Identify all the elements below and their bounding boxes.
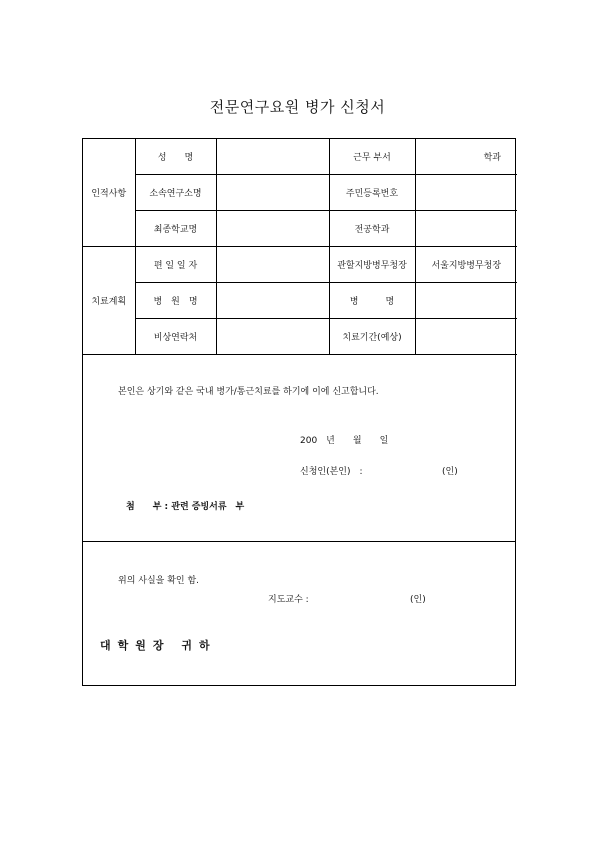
school-field[interactable]	[216, 211, 329, 247]
table-row	[83, 211, 517, 247]
transfer-date-label: 편 일 일 자	[135, 247, 216, 283]
table-row	[83, 175, 517, 211]
name-label: 성 명	[135, 139, 216, 175]
table-row	[83, 319, 517, 355]
major-label: 전공학과	[329, 211, 415, 247]
emergency-contact-field[interactable]	[216, 319, 329, 355]
personal-info-group-label: 인적사항	[83, 139, 135, 247]
advisor-seal: (인)	[410, 595, 426, 605]
info-table	[83, 139, 517, 355]
date-day[interactable]: 일	[379, 436, 389, 446]
page-title: 전문연구요원 병가 신청서	[209, 98, 386, 116]
table-row	[83, 139, 517, 175]
treatment-period-label: 치료기간(예상)	[329, 319, 415, 355]
resident-number-label: 주민등록번호	[329, 175, 415, 211]
name-field[interactable]	[216, 139, 329, 175]
transfer-date-field[interactable]	[216, 247, 329, 283]
declaration-text: 본인은 상기와 같은 국내 병가/통근치료를 하기에 이에 신고합니다.	[118, 387, 379, 397]
advisor-label: 지도교수 :	[268, 595, 309, 605]
recipient-line: 대학원장 귀하	[100, 639, 217, 652]
date-month[interactable]: 월	[352, 436, 362, 446]
treatment-plan-group-label: 치료계획	[83, 247, 135, 355]
department-label: 근무 부서	[329, 139, 415, 175]
school-label: 최종학교명	[135, 211, 216, 247]
institute-field[interactable]	[216, 175, 329, 211]
treatment-period-field[interactable]	[415, 319, 517, 355]
resident-number-field[interactable]	[415, 175, 517, 211]
hospital-label: 병 원 명	[135, 283, 216, 319]
table-row	[83, 283, 517, 319]
military-office-field[interactable]: 서울지방병무청장	[415, 247, 517, 283]
disease-label: 병 명	[329, 283, 415, 319]
hospital-field[interactable]	[216, 283, 329, 319]
major-field[interactable]	[415, 211, 517, 247]
institute-label: 소속연구소명	[135, 175, 216, 211]
department-field[interactable]: 학과	[415, 139, 517, 175]
applicant-seal: (인)	[442, 467, 458, 477]
confirmation-text: 위의 사실을 확인 함.	[118, 576, 199, 586]
table-row	[83, 247, 517, 283]
section-divider	[82, 541, 516, 542]
attachment-note: 첨 부 : 관련 증빙서류 부	[126, 502, 245, 512]
emergency-contact-label: 비상연락처	[135, 319, 216, 355]
military-office-label: 관할지방병무청장	[329, 247, 415, 283]
applicant-label: 신청인(본인) :	[300, 467, 363, 477]
date-year[interactable]: 200 년	[300, 436, 335, 446]
date-line	[300, 433, 406, 446]
disease-field[interactable]	[415, 283, 517, 319]
